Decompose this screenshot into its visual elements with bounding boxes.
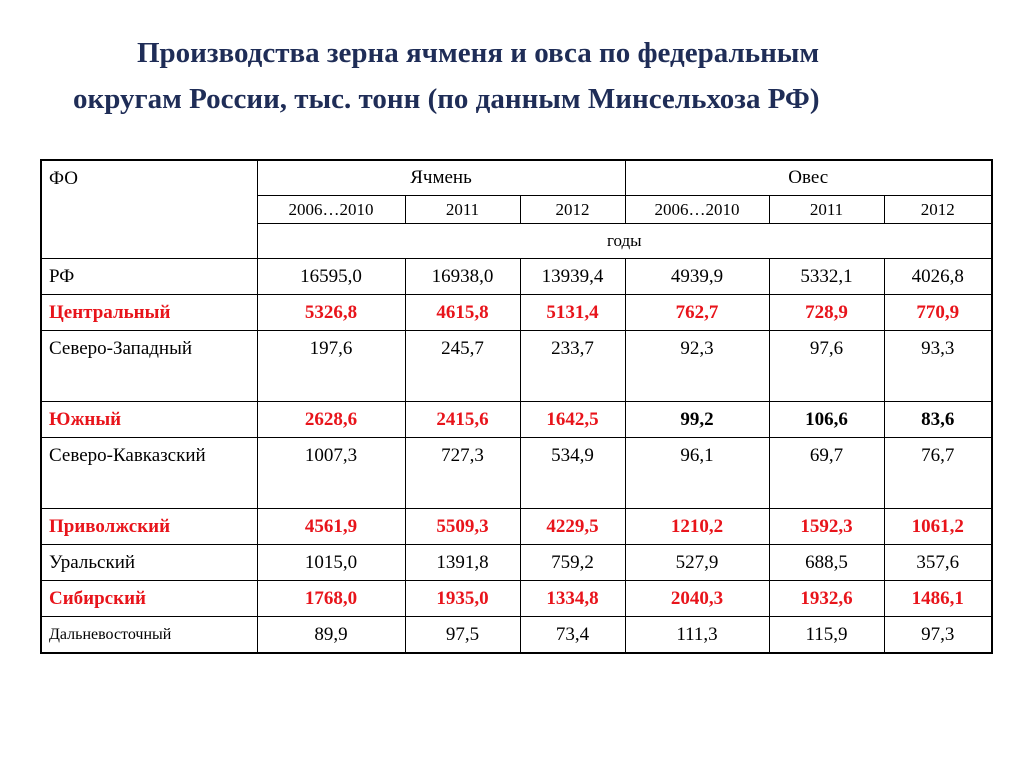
table-cell: 245,7 [405,331,520,402]
page-title-line-1: Производства зерна ячменя и овса по федеральным [137,37,820,69]
table-row [41,402,992,438]
table-cell: 1007,3 [257,438,405,509]
table-row [41,331,992,402]
table-cell: 97,6 [769,331,884,402]
table-cell: 1334,8 [520,581,625,617]
table-row [41,617,992,654]
table-cell: 233,7 [520,331,625,402]
table-cell: 728,9 [769,295,884,331]
table-row [41,545,992,581]
table-cell: 759,2 [520,545,625,581]
table-cell: 534,9 [520,438,625,509]
table-cell: 4026,8 [884,259,992,295]
region-name: Южный [41,402,257,438]
header-year: 2011 [405,196,520,224]
table-cell: 1210,2 [625,509,769,545]
table-row [41,581,992,617]
table-cell: 4615,8 [405,295,520,331]
table-cell: 5131,4 [520,295,625,331]
table-cell: 1592,3 [769,509,884,545]
table-cell: 4561,9 [257,509,405,545]
header-year: 2012 [884,196,992,224]
table-cell: 111,3 [625,617,769,654]
table-cell: 2415,6 [405,402,520,438]
header-years-label: годы [257,224,992,259]
table-cell: 93,3 [884,331,992,402]
table-cell: 1486,1 [884,581,992,617]
table-cell: 4939,9 [625,259,769,295]
table-cell: 99,2 [625,402,769,438]
table-cell: 92,3 [625,331,769,402]
region-name: РФ [41,259,257,295]
header-year: 2011 [769,196,884,224]
table-cell: 197,6 [257,331,405,402]
header-group-barley: Ячмень [257,160,625,196]
table-cell: 357,6 [884,545,992,581]
table-cell: 89,9 [257,617,405,654]
table-cell: 2040,3 [625,581,769,617]
table-cell: 2628,6 [257,402,405,438]
production-table [40,159,993,654]
table-cell: 762,7 [625,295,769,331]
table-cell: 1768,0 [257,581,405,617]
table-cell: 97,5 [405,617,520,654]
header-year: 2006…2010 [625,196,769,224]
table-row [41,259,992,295]
page-title-line-2: округам России, тыс. тонн (по данным Минсельхоза РФ) [73,83,820,115]
table-cell: 1642,5 [520,402,625,438]
table-cell: 5326,8 [257,295,405,331]
table-cell: 106,6 [769,402,884,438]
table-cell: 76,7 [884,438,992,509]
table-cell: 5509,3 [405,509,520,545]
table-cell: 4229,5 [520,509,625,545]
region-name: Уральский [41,545,257,581]
region-name: Дальневосточный [41,617,257,654]
table-row [41,295,992,331]
table-cell: 97,3 [884,617,992,654]
header-group-oats: Овес [625,160,992,196]
region-name: Северо-Западный [41,331,257,402]
page-title [0,30,1024,122]
table-cell: 688,5 [769,545,884,581]
table-cell: 1391,8 [405,545,520,581]
header-fo: ФО [41,160,257,259]
region-name: Центральный [41,295,257,331]
table-cell: 5332,1 [769,259,884,295]
header-row-groups [41,160,992,196]
table-cell: 727,3 [405,438,520,509]
region-name: Сибирский [41,581,257,617]
table-cell: 16595,0 [257,259,405,295]
table-cell: 69,7 [769,438,884,509]
table-cell: 96,1 [625,438,769,509]
table-cell: 73,4 [520,617,625,654]
header-year: 2006…2010 [257,196,405,224]
table-row [41,438,992,509]
table-cell: 115,9 [769,617,884,654]
table-cell: 1015,0 [257,545,405,581]
region-name: Приволжский [41,509,257,545]
header-year: 2012 [520,196,625,224]
table-cell: 13939,4 [520,259,625,295]
table-row [41,509,992,545]
table-cell: 16938,0 [405,259,520,295]
region-name: Северо-Кавказский [41,438,257,509]
table-cell: 83,6 [884,402,992,438]
table-cell: 1932,6 [769,581,884,617]
table-cell: 770,9 [884,295,992,331]
table-cell: 1935,0 [405,581,520,617]
table-cell: 1061,2 [884,509,992,545]
table-cell: 527,9 [625,545,769,581]
